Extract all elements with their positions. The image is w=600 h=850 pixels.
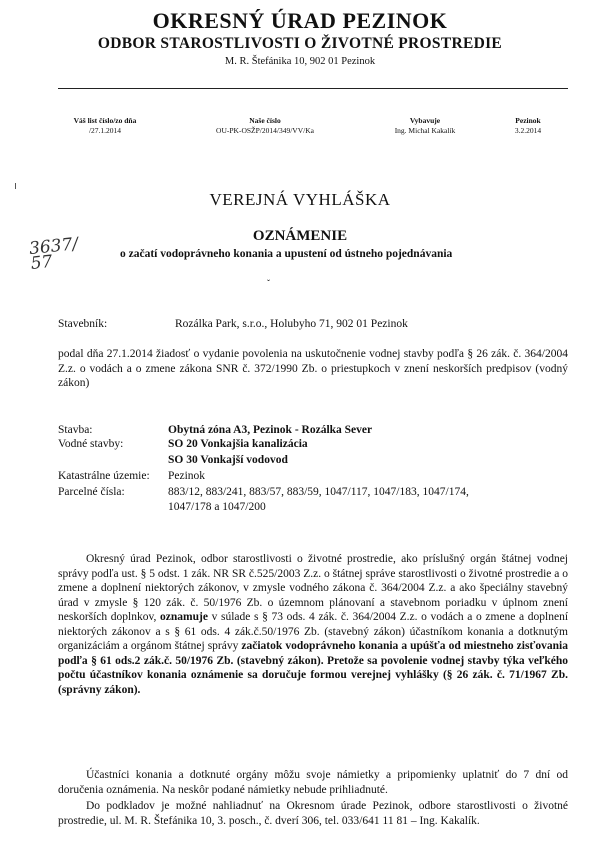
meta-value: OU-PK-OSŽP/2014/349/VV/Ka: [216, 125, 314, 135]
meta-value: /27.1.2014: [88, 125, 122, 135]
kataster-label: Katastrálne územie:: [58, 470, 150, 482]
main-text-a: Okresný úrad Pezinok, odbor starostlivosti o životné prostredie, ako príslušný orgán štátnej vodnej správy podľa ust. § 5 odst. 1 zák. NR SR č.525/2003 Z.z. o štátnej správe starostlivosti o životné prostredie a o zmene a doplnení niektorých zákonov, v zmysle vodného zákona č. 364/2004 Z.z. a ako špeciálny stavebný úrad v zmysle § 120 zák. č. 50/1976 Zb. o územnom plánovaní a stavebnom poriadku v úplnom znení neskorších doplnkov,: [58, 553, 568, 623]
main-text-b: oznamuje: [160, 611, 208, 623]
objections-paragraph: Účastníci konania a dotknuté orgány môžu svoje námietky a pripomienky uplatniť do 7 dní od doručenia oznámenia. Na neskôr podané námietky nebude prihliadnuté.: [58, 769, 568, 796]
meta-value: Ing. Michal Kakalík: [394, 125, 456, 135]
stavba-label: Stavba:: [58, 424, 93, 436]
main-text-c: v súlade s § 73 ods. 4 zák. č. 364/2004 Z.z. o vodách a o zmene a doplnení niektorých zákonov a s § 61 ods. 4 zák.č.50/1976 Zb. (stavebný zákon) účastníkom konania a dotknutým organizáciám a orgánom štátnej správy: [58, 611, 569, 652]
stavba-value: Obytná zóna A3, Pezinok - Rozálka Sever: [168, 424, 373, 436]
meta-label: Naše číslo: [249, 116, 281, 125]
meta-label: Pezinok: [515, 116, 541, 125]
scan-dot: ˇ: [267, 278, 270, 288]
scan-mark: [15, 183, 16, 189]
document-title: VEREJNÁ VYHLÁŠKA: [209, 190, 391, 209]
kataster-value: Pezinok: [168, 470, 206, 482]
header-divider: [58, 88, 568, 89]
vodne-label: Vodné stavby:: [58, 438, 124, 450]
notice-title: OZNÁMENIE: [252, 228, 348, 244]
parcely-value-1: 883/12, 883/241, 883/57, 883/59, 1047/117, 1047/183, 1047/174,: [168, 486, 469, 498]
parcely-label: Parcelné čísla:: [58, 486, 125, 498]
vodne-value-2: SO 30 Vonkajší vodovod: [168, 454, 288, 466]
main-text-d: začiatok vodoprávneho konania a upúšťa od miestneho zisťovania podľa § 61 ods.2 zák.č. 50/1976 Zb. (stavebný zákon). Pretože sa povolenie vodnej stavby týka veľkého počtu účastníkov konania oznámenie sa doručuje formou verejnej vyhlášky (§ 26 zák. č. 71/1967 Zb. (správny zákon).: [58, 640, 568, 696]
meta-your-letter: [60, 116, 150, 135]
builder-label: Stavebník:: [58, 318, 108, 330]
intro-paragraph: podal dňa 27.1.2014 žiadosť o vydanie povolenia na uskutočnenie vodnej stavby podľa § 26 zák. č. 364/2004 Z.z. o vodách a o zmene zákona SNR č. 372/1990 Zb. o priestupkoch v znení neskorších predpisov (vodný zákon): [58, 348, 568, 389]
department-title: ODBOR STAROSTLIVOSTI O ŽIVOTNÉ PROSTREDIE: [97, 35, 503, 52]
meta-place-date: [498, 116, 558, 135]
inspection-paragraph: Do podkladov je možné nahliadnuť na Okresnom úrade Pezinok, odbore starostlivosti o životné prostredie, ul. M. R. Štefánika 10, 3. posch., č. dverí 306, tel. 033/641 11 81 – Ing. Kakalík.: [58, 800, 568, 827]
office-address: M. R. Štefánika 10, 902 01 Pezinok: [224, 56, 376, 67]
meta-label: Vybavuje: [409, 116, 441, 125]
builder-value: Rozálka Park, s.r.o., Holubyho 71, 902 01 Pezinok: [175, 318, 408, 330]
meta-our-number: [200, 116, 330, 135]
office-title: OKRESNÝ ÚRAD PEZINOK: [152, 8, 448, 33]
vodne-value-1: SO 20 Vonkajšia kanalizácia: [168, 438, 308, 450]
meta-value: 3.2.2014: [514, 125, 542, 135]
meta-label: Váš list číslo/zo dňa: [73, 116, 137, 125]
notice-subtitle: o začatí vodoprávneho konania a upustení od ústneho pojednávania: [120, 248, 453, 260]
parcely-value-2: 1047/178 a 1047/200: [168, 501, 266, 513]
meta-handled-by: [380, 116, 470, 135]
main-paragraph: [58, 552, 568, 697]
handwritten-note: 3637/ 57: [28, 234, 80, 274]
